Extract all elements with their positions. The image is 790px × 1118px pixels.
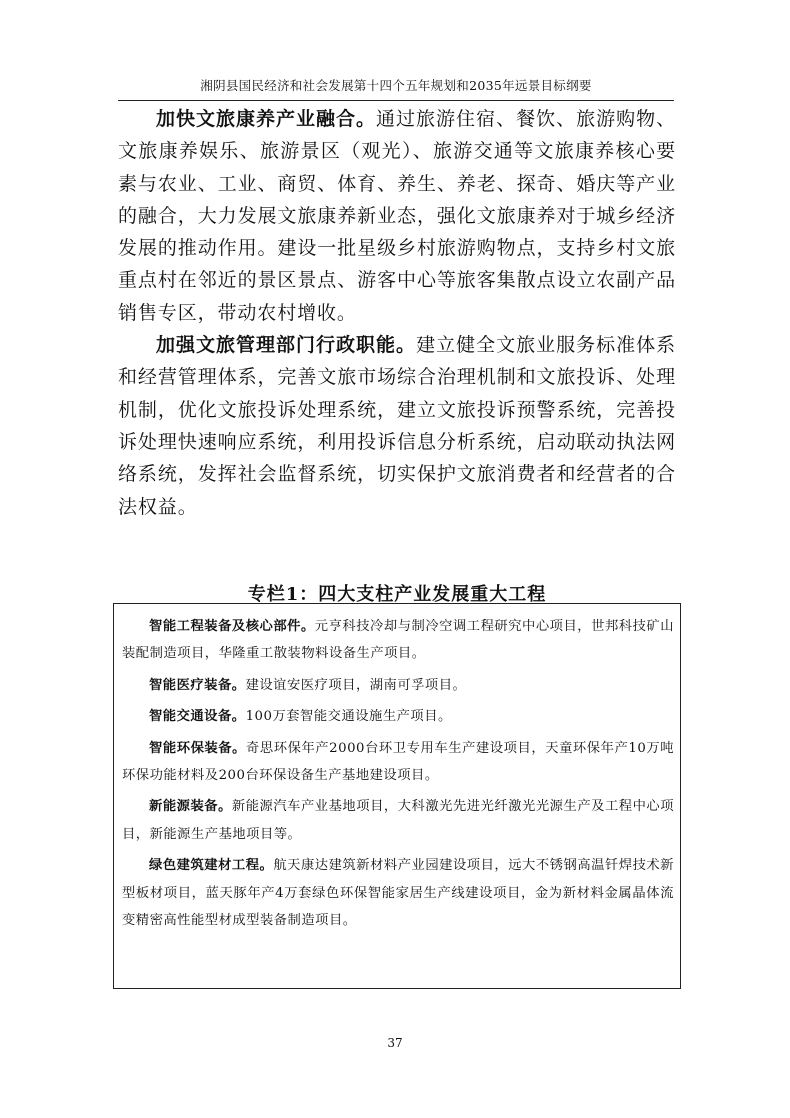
list-item [122, 672, 674, 699]
item-lead: 新能源装备。 [149, 799, 232, 815]
item-body: 建设谊安医疗项目，湖南可孚项目。 [245, 677, 467, 693]
paragraph-body: 建立健全文旅业服务标准体系和经营管理体系，完善文旅市场综合治理机制和文旅投诉、处理机制，优化文旅投诉处理系统，建立文旅投诉预警系统，完善投诉处理快速响应系统，利用投诉信息分析系统，启动联动执法网络系统，发挥社会监督系统，切实保护文旅消费者和经营者的合法权益。 [118, 334, 677, 518]
item-body: 新能源汽车产业基地项目，大科激光先进光纤激光光源生产及工程中心项目，新能源生产基地项目等。 [122, 799, 675, 842]
column-box-content [122, 613, 674, 938]
list-item [122, 852, 674, 934]
running-header: 湘阴县国民经济和社会发展第十四个五年规划和2035年远景目标纲要 [118, 76, 674, 101]
page-number: 37 [387, 1036, 403, 1050]
body-text [118, 103, 676, 523]
item-lead: 绿色建筑建材工程。 [149, 858, 274, 874]
paragraph-body: 通过旅游住宿、餐饮、旅游购物、文旅康养娱乐、旅游景区（观光）、旅游交通等文旅康养核心要素与农业、工业、商贸、体育、养生、养老、探奇、婚庆等产业的融合，大力发展文旅康养新业态，强化文旅康养对于城乡经济发展的推动作用。建设一批星级乡村旅游购物点，支持乡村文旅重点村在邻近的景区景点、游客中心等旅客集散点设立农副产品销售专区，带动农村增收。 [118, 108, 676, 324]
list-item [122, 613, 674, 668]
column-box-title: 专栏1：四大支柱产业发展重大工程 [247, 584, 547, 605]
item-body: 100万套智能交通设施生产项目。 [245, 709, 452, 725]
item-lead: 智能医疗装备。 [149, 677, 246, 693]
item-body: 航天康达建筑新材料产业园建设项目，远大不锈钢高温钎焊技术新型板材项目，蓝天豚年产4万套绿色环保智能家居生产线建设项目，金为新材料金属晶体流变精密高性能型材成型装备制造项目。 [122, 858, 675, 929]
list-item [122, 703, 674, 730]
list-item [122, 793, 674, 848]
list-item [122, 735, 674, 790]
paragraph-administrative-functions [118, 329, 676, 523]
item-lead: 智能交通设备。 [149, 709, 246, 725]
column-box [113, 603, 681, 989]
paragraph-lead: 加强文旅管理部门行政职能。 [156, 334, 417, 357]
item-lead: 智能环保装备。 [149, 740, 247, 756]
item-body: 元亨科技冷却与制冷空调工程研究中心项目，世邦科技矿山装配制造项目，华隆重工散装物料设备生产项目。 [122, 619, 675, 662]
item-body: 奇思环保年产2000台环卫专用车生产建设项目，天童环保年产10万吨环保功能材料及200台环保设备生产基地建设项目。 [122, 740, 675, 784]
paragraph-lead: 加快文旅康养产业融合。 [156, 108, 377, 130]
paragraph-culture-tourism-integration [118, 103, 676, 329]
item-lead: 智能工程装备及核心部件。 [149, 619, 315, 634]
